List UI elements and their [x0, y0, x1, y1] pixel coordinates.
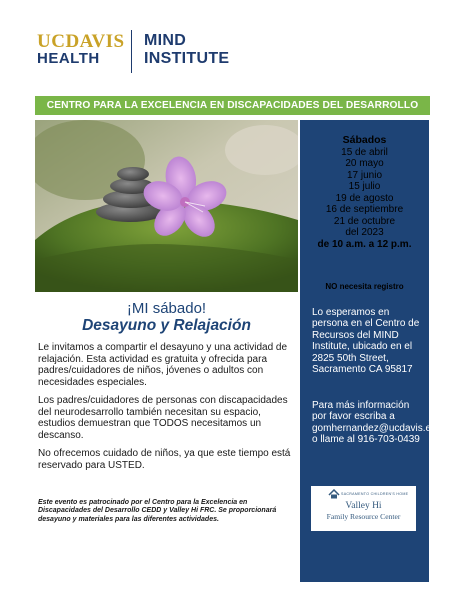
health-wordmark: HEALTH [37, 50, 100, 67]
stacked-stones-photo [35, 120, 298, 292]
mind-wordmark: MIND [144, 32, 187, 49]
schedule-heading: Sábados [342, 134, 387, 146]
schedule-time: de 10 a.m. a 12 p.m. [317, 238, 412, 250]
date-item: 21 de octubre [333, 215, 396, 227]
logo-divider [131, 30, 132, 73]
date-item: 19 de agosto [335, 192, 394, 204]
intro-paragraph: Le invitamos a compartir el desayuno y una actividad de relajación. Esta actividad es gratuita y ofrecida para padres/cuidadores de niños, jóvenes o adultos con necesidades especiales. [38, 342, 288, 388]
date-item: 20 mayo [345, 158, 384, 169]
logo-tagline: SACRAMENTO CHILDREN'S HOME [341, 492, 409, 496]
schedule-block [300, 135, 429, 250]
ucdavis-logo: UCDAVIS [37, 31, 125, 52]
event-subtitle: Desayuno y Relajación [82, 317, 251, 334]
location-text: Lo esperamos en persona en el Centro de Recursos del MIND Institute, ubicado en el 2825 50th Street, Sacramento CA 95817 [312, 307, 420, 376]
date-item: 15 de abril [341, 146, 388, 158]
childcare-paragraph: No ofrecemos cuidado de niños, ya que este tiempo está reservado para USTED. [38, 448, 291, 471]
sponsor-footnote: Este evento es patrocinado por el Centro para la Excelencia en Discapacidades del Desarrollo CEDD y Valley Hi FRC. Se proporcionará desayuno y materiales para las diferentes actividades. [38, 499, 277, 523]
house-roof-icon [328, 489, 340, 499]
date-item: 15 julio [348, 181, 381, 192]
logo-name: Valley Hi [345, 501, 382, 511]
date-item: del 2023 [345, 227, 384, 238]
event-title: ¡MI sábado! [126, 300, 207, 317]
program-banner: CENTRO PARA LA EXCELENCIA EN DISCAPACIDADES DEL DESARROLLO [35, 96, 430, 115]
date-item: 16 de septiembre [325, 204, 404, 215]
contact-text: Para más información por favor escriba a gomhernandez@ucdavis.edu o llame al 916-703-0439 [312, 400, 443, 446]
institute-wordmark: INSTITUTE [144, 50, 230, 67]
date-item: 17 junio [346, 169, 383, 181]
logo-subname: Family Resource Center [326, 512, 401, 521]
caregivers-paragraph: Los padres/cuidadores de personas con discapacidades del neurodesarrollo también necesitan su espacio, estudios demuestran que TODOS necesitamos un descanso. [38, 395, 288, 441]
valley-hi-logo [311, 486, 416, 531]
registration-note: NO necesita registro [325, 282, 404, 291]
